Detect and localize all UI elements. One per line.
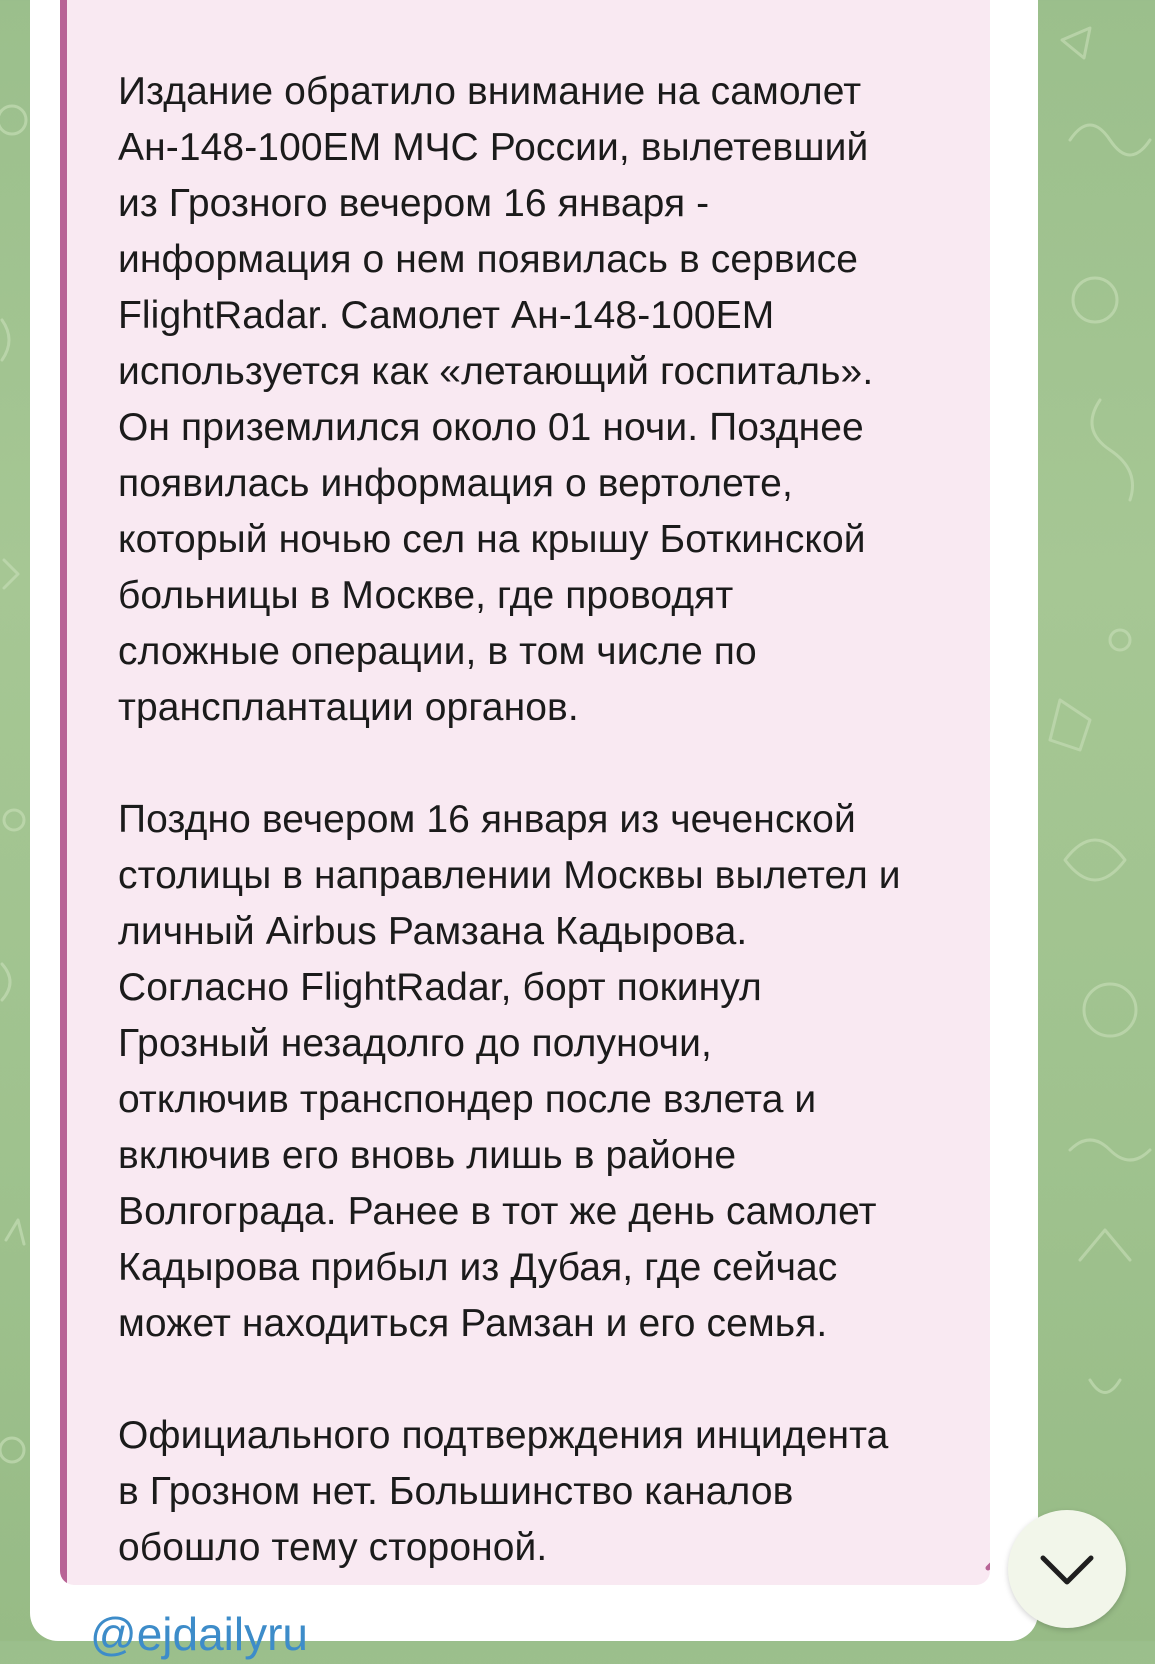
channel-link[interactable]: @ejdailyru — [90, 1608, 309, 1660]
collapse-quote-button[interactable] — [980, 1540, 990, 1576]
scroll-down-button[interactable] — [1008, 1510, 1126, 1628]
message-bubble — [30, 0, 1038, 1660]
quote-paragraph-3: Официального подтверждения инцидента в Грозном нет. Большинство каналов обошло тему стороной. — [118, 1414, 889, 1569]
quote-paragraph-1: Издание обратило внимание на самолет Ан-148-100ЕМ МЧС России, вылетевший из Грозного вечером 16 января - информация о нем появилась в сервисе FlightRadar. Самолет Ан-148-100ЕМ используется как «летающий госпиталь». Он приземлился около 01 ночи. Позднее появилась информация о вертолете, который ночью сел на крышу Боткинской больницы в Москве, где проводят сложные операции, в том числе по трансплантации органов. — [118, 70, 874, 729]
quote-text — [118, 64, 988, 1576]
chevron-down-icon — [1037, 1550, 1097, 1590]
quote-accent-bar — [60, 0, 67, 1585]
chevron-up-icon — [980, 1540, 990, 1576]
quote-block — [60, 0, 990, 1585]
quote-paragraph-2: Поздно вечером 16 января из чеченской столицы в направлении Москвы вылетел и личный Airbus Рамзана Кадырова. Согласно FlightRadar, борт покинул Грозный незадолго до полуночи, отключив транспондер после взлета и включив его вновь лишь в районе Волгограда. Ранее в тот же день самолет Кадырова прибыл из Дубая, где сейчас может находиться Рамзан и его семья. — [118, 798, 901, 1345]
